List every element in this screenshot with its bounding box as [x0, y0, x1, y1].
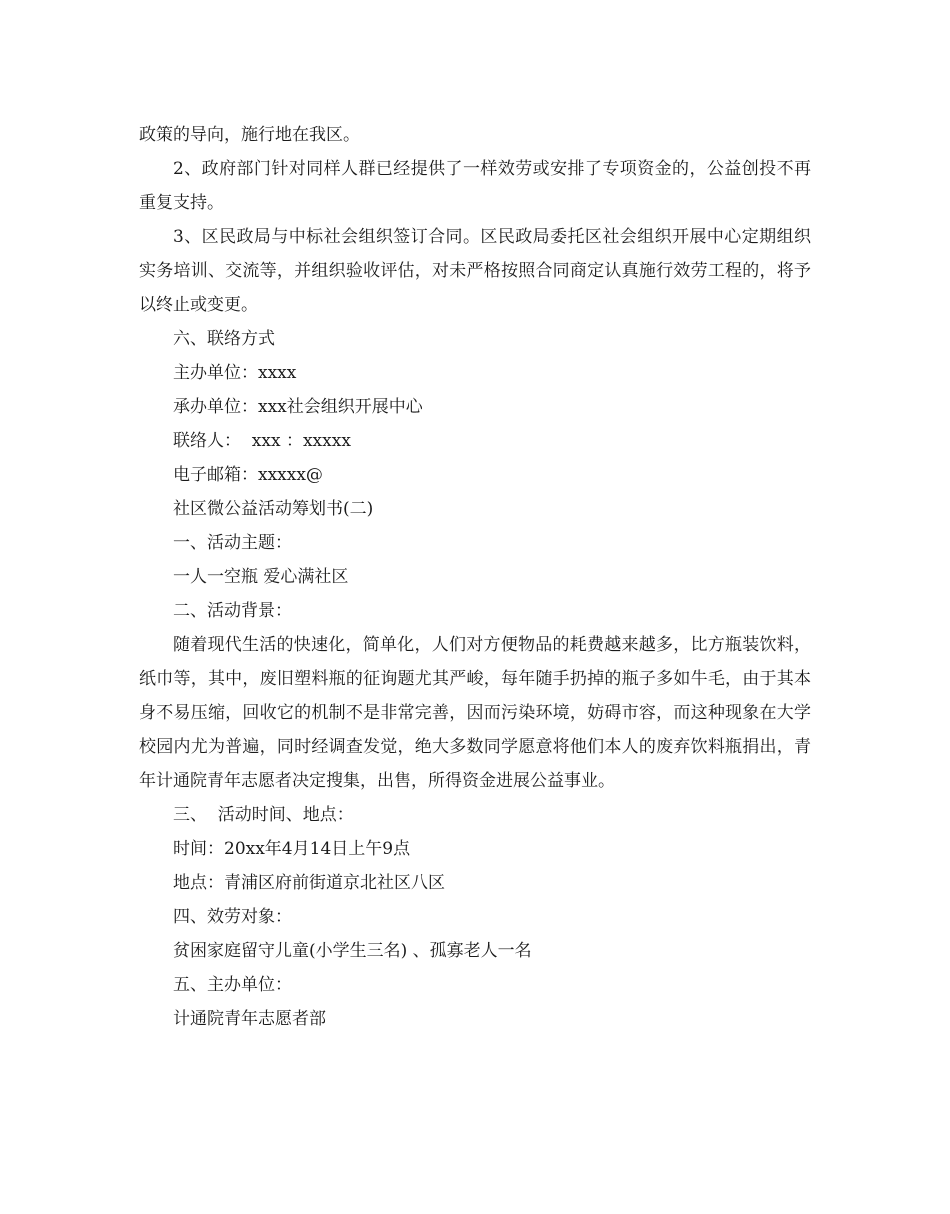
section-heading-theme: 一、活动主题：: [173, 533, 292, 553]
section-heading-background: 二、活动背景：: [173, 601, 292, 621]
host-line: 计通院青年志愿者部: [173, 1009, 326, 1029]
section-heading-time-place: 三、 活动时间、地点：: [173, 805, 354, 825]
section-heading-host: 五、主办单位：: [173, 975, 292, 995]
document-title-part-two: 社区微公益活动筹划书(二): [173, 499, 374, 519]
place-line: 地点：青浦区府前街道京北社区八区: [173, 873, 445, 893]
contact-person-line: 联络人： xxx ：xxxxx: [173, 431, 351, 451]
paragraph-1: 政策的导向，施行地在我区。: [139, 125, 360, 145]
background-paragraph: 随着现代生活的快速化，简单化，人们对方便物品的耗费越来越多，比方瓶装饮料，纸巾等，其中，废旧塑料瓶的征询题尤其严峻，每年随手扔掉的瓶子多如牛毛，由于其本身不易压缩，回收它的机制不是非常完善，因而污染环境，妨碍市容，而这种现象在大学校园内尤为普遍，同时经调查发觉，绝大多数同学愿意将他们本人的废弃饮料瓶捐出，青年计通院青年志愿者决定搜集，出售，所得资金进展公益事业。: [139, 635, 811, 791]
co-organizer-line: 承办单位：xxx社会组织开展中心: [173, 397, 423, 417]
organizer-line: 主办单位：xxxx: [173, 363, 297, 383]
paragraph-3: 3、区民政局与中标社会组织签订合同。区民政局委托区社会组织开展中心定期组织实务培训、交流等，并组织验收评估，对未严格按照合同商定认真施行效劳工程的，将予以终止或变更。: [139, 227, 811, 315]
theme-text: 一人一空瓶 爱心满社区: [173, 567, 349, 587]
section-heading-service-target: 四、效劳对象：: [173, 907, 292, 927]
email-line: 电子邮箱：xxxxx@: [173, 465, 323, 485]
time-line: 时间：20xx年4月14日上午9点: [173, 839, 411, 859]
section-heading-contact: 六、联络方式: [173, 329, 275, 349]
service-target-line: 贫困家庭留守儿童(小学生三名) 、孤寡老人一名: [173, 941, 532, 961]
paragraph-2: 2、政府部门针对同样人群已经提供了一样效劳或安排了专项资金的，公益创投不再重复支持。: [139, 159, 811, 213]
document-body: [139, 118, 811, 1036]
